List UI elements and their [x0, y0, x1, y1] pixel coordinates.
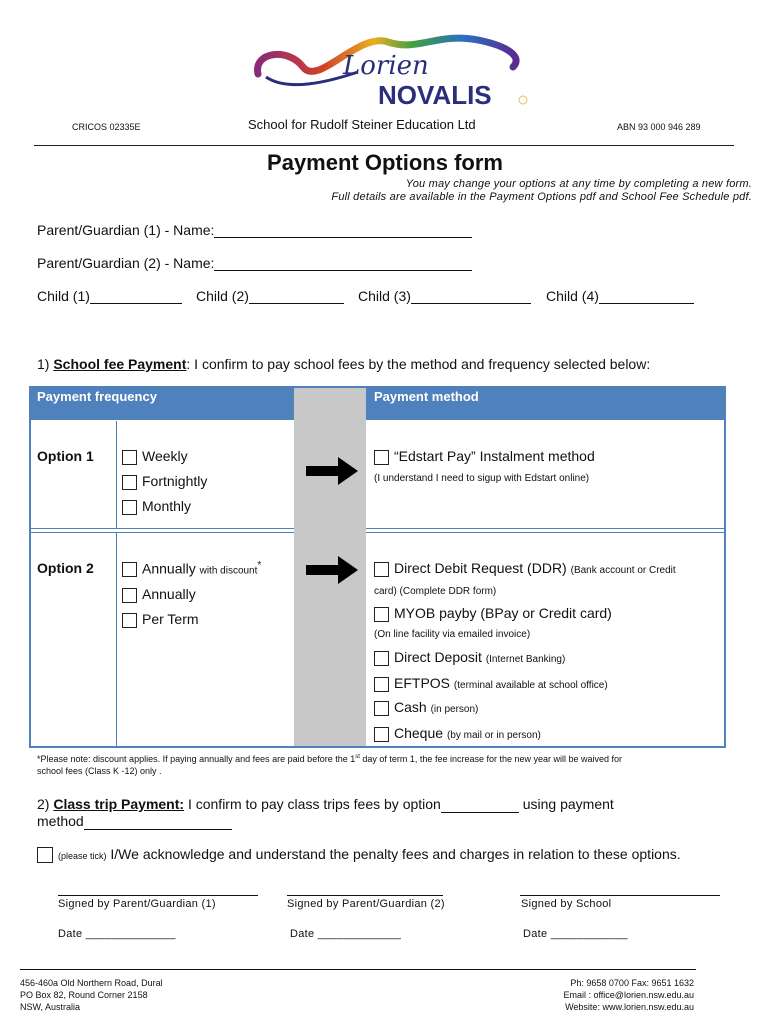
cheque-note: (by mail or in person) — [446, 730, 541, 741]
cheque-label: Cheque — [394, 725, 444, 741]
class-trip-method-field[interactable] — [84, 815, 232, 830]
freq-annually[interactable] — [122, 586, 196, 603]
logo-lorien-text: Lorien — [343, 51, 429, 81]
phone-fax: Ph: 9658 0700 Fax: 9651 1632 — [570, 978, 694, 988]
section1-heading — [37, 356, 650, 372]
note-line-2: Full details are available in the Payment Options pdf and School Fee Schedule pdf. — [331, 191, 752, 203]
method-edstart[interactable] — [374, 448, 595, 465]
direct-deposit-checkbox[interactable] — [374, 651, 389, 666]
header-divider — [34, 145, 734, 146]
child2-row — [196, 288, 344, 304]
address-line-1: 456-460a Old Northern Road, Dural — [20, 978, 163, 988]
monthly-label: Monthly — [142, 498, 192, 514]
myob-checkbox[interactable] — [374, 607, 389, 622]
option2-col-divider — [116, 533, 117, 746]
weekly-checkbox[interactable] — [122, 450, 137, 465]
method-cheque[interactable] — [374, 725, 541, 742]
child2-field[interactable] — [249, 289, 344, 304]
date3-field[interactable]: Date ____________ — [523, 928, 628, 940]
edstart-note: (I understand I need to sigup with Edstart online) — [374, 473, 590, 484]
email-link[interactable]: Email : office@lorien.nsw.edu.au — [563, 990, 694, 1000]
acknowledge-checkbox[interactable] — [37, 847, 53, 863]
cash-label: Cash — [394, 699, 427, 715]
cash-checkbox[interactable] — [374, 701, 389, 716]
option1-col-divider — [116, 421, 117, 528]
child3-row — [358, 288, 531, 304]
ddr-checkbox[interactable] — [374, 562, 389, 577]
col-frequency-header: Payment frequency — [37, 389, 157, 404]
tick-note: (please tick) — [58, 851, 107, 861]
footnote-text-a: *Please note: discount applies. If paying annually and fees are paid before the 1 — [37, 754, 356, 764]
per-term-label: Per Term — [142, 611, 199, 627]
sig1-label: Signed by Parent/Guardian (1) — [58, 898, 216, 910]
parent2-label: Parent/Guardian (2) - Name: — [37, 255, 215, 271]
annually-label: Annually — [142, 586, 196, 602]
arrow-column-gap — [294, 528, 366, 533]
abn-number: ABN 93 000 946 289 — [617, 122, 701, 132]
ddr-note-2: card) (Complete DDR form) — [374, 586, 497, 597]
edstart-label: “Edstart Pay” Instalment method — [394, 448, 595, 464]
child4-row — [546, 288, 694, 304]
child1-field[interactable] — [90, 289, 182, 304]
date1-field[interactable]: Date ______________ — [58, 928, 176, 940]
footnote-sup: st — [355, 754, 360, 760]
section2-text-1: I confirm to pay class trips fees by option — [184, 796, 441, 812]
freq-fortnightly[interactable] — [122, 473, 207, 490]
footer-contact — [563, 977, 694, 1013]
col-method-header: Payment method — [374, 389, 479, 404]
myob-label: MYOB payby (BPay or Credit card) — [394, 605, 612, 621]
option2-label: Option 2 — [37, 560, 94, 576]
discount-footnote — [37, 751, 727, 777]
parent2-row — [37, 255, 472, 271]
annually-discount-label: Annually — [142, 560, 196, 577]
form-title: Payment Options form — [267, 150, 503, 175]
footnote-text-2: school fees (Class K -12) only . — [37, 766, 162, 776]
arrow-right-icon — [306, 457, 358, 485]
sig1-line[interactable] — [58, 895, 258, 896]
section2-title: Class trip Payment: — [53, 796, 185, 812]
freq-weekly[interactable] — [122, 448, 188, 465]
school-name: School for Rudolf Steiner Education Ltd — [248, 117, 476, 132]
freq-monthly[interactable] — [122, 498, 191, 515]
section2-number: 2) — [37, 796, 50, 812]
ddr-label: Direct Debit Request (DDR) — [394, 560, 567, 576]
myob-note: (On line facility via emailed invoice) — [374, 629, 531, 640]
discount-asterisk: * — [257, 560, 262, 571]
child1-row — [37, 288, 182, 304]
sig2-label: Signed by Parent/Guardian (2) — [287, 898, 445, 910]
discount-note: with discount — [199, 565, 258, 577]
logo-novalis-text: NOVALIS — [378, 80, 492, 110]
parent1-label: Parent/Guardian (1) - Name: — [37, 222, 215, 238]
footnote-text-b: day of term 1, the fee increase for the new year will be waived for — [359, 754, 623, 764]
edstart-checkbox[interactable] — [374, 450, 389, 465]
arrow-right-icon — [306, 556, 358, 584]
sig3-line[interactable] — [520, 895, 720, 896]
monthly-checkbox[interactable] — [122, 500, 137, 515]
address-line-2: PO Box 82, Round Corner 2158 — [20, 990, 148, 1000]
cheque-checkbox[interactable] — [374, 727, 389, 742]
sig3-label: Signed by School — [521, 898, 612, 910]
section2-text-3: method — [37, 813, 84, 829]
date2-field[interactable]: Date _____________ — [290, 928, 402, 940]
section2-text — [37, 796, 737, 830]
weekly-label: Weekly — [142, 448, 188, 464]
freq-per-term[interactable] — [122, 611, 199, 628]
acknowledge-row[interactable] — [37, 846, 681, 863]
method-eftpos[interactable] — [374, 675, 608, 692]
address-line-3: NSW, Australia — [20, 1002, 81, 1012]
annually-discount-checkbox[interactable] — [122, 562, 137, 577]
cash-note: (in person) — [430, 704, 479, 715]
fortnightly-label: Fortnightly — [142, 473, 208, 489]
option-separator — [31, 528, 724, 533]
section2-text-2: using payment — [518, 796, 614, 812]
method-cash[interactable] — [374, 699, 478, 716]
fortnightly-checkbox[interactable] — [122, 475, 137, 490]
per-term-checkbox[interactable] — [122, 613, 137, 628]
child4-label: Child (4) — [546, 288, 599, 304]
note-line-1: You may change your options at any time by completing a new form. — [405, 178, 752, 190]
method-myob[interactable] — [374, 605, 612, 622]
sig2-line[interactable] — [287, 895, 443, 896]
parent2-name-field[interactable] — [214, 256, 472, 271]
eftpos-note: (terminal available at school office) — [453, 680, 608, 691]
section1-number: 1) — [37, 356, 50, 372]
annually-checkbox[interactable] — [122, 588, 137, 603]
child1-label: Child (1) — [37, 288, 90, 304]
child2-label: Child (2) — [196, 288, 249, 304]
footer-address — [20, 977, 163, 1013]
eftpos-checkbox[interactable] — [374, 677, 389, 692]
method-direct-deposit[interactable] — [374, 649, 565, 666]
freq-annually-discount[interactable] — [122, 560, 261, 577]
child3-label: Child (3) — [358, 288, 411, 304]
section1-text: : I confirm to pay school fees by the method and frequency selected below: — [186, 356, 651, 372]
child3-field[interactable] — [411, 289, 531, 304]
acknowledge-text: I/We acknowledge and understand the penalty fees and charges in relation to these options. — [110, 846, 681, 862]
ddr-note-1: (Bank account or Credit — [570, 565, 676, 576]
lorien-novalis-logo — [248, 22, 538, 112]
eftpos-label: EFTPOS — [394, 675, 451, 691]
parent1-name-field[interactable] — [214, 223, 472, 238]
cricos-number: CRICOS 02335E — [72, 122, 141, 132]
direct-deposit-note: (Internet Banking) — [485, 654, 566, 665]
method-ddr[interactable] — [374, 560, 676, 577]
direct-deposit-label: Direct Deposit — [394, 649, 482, 665]
option1-label: Option 1 — [37, 448, 94, 464]
footer-divider — [20, 969, 696, 970]
class-trip-option-field[interactable] — [441, 798, 519, 813]
section1-title: School fee Payment — [53, 356, 187, 372]
child4-field[interactable] — [599, 289, 694, 304]
website-link[interactable]: Website: www.lorien.nsw.edu.au — [565, 1002, 694, 1012]
parent1-row — [37, 222, 472, 238]
